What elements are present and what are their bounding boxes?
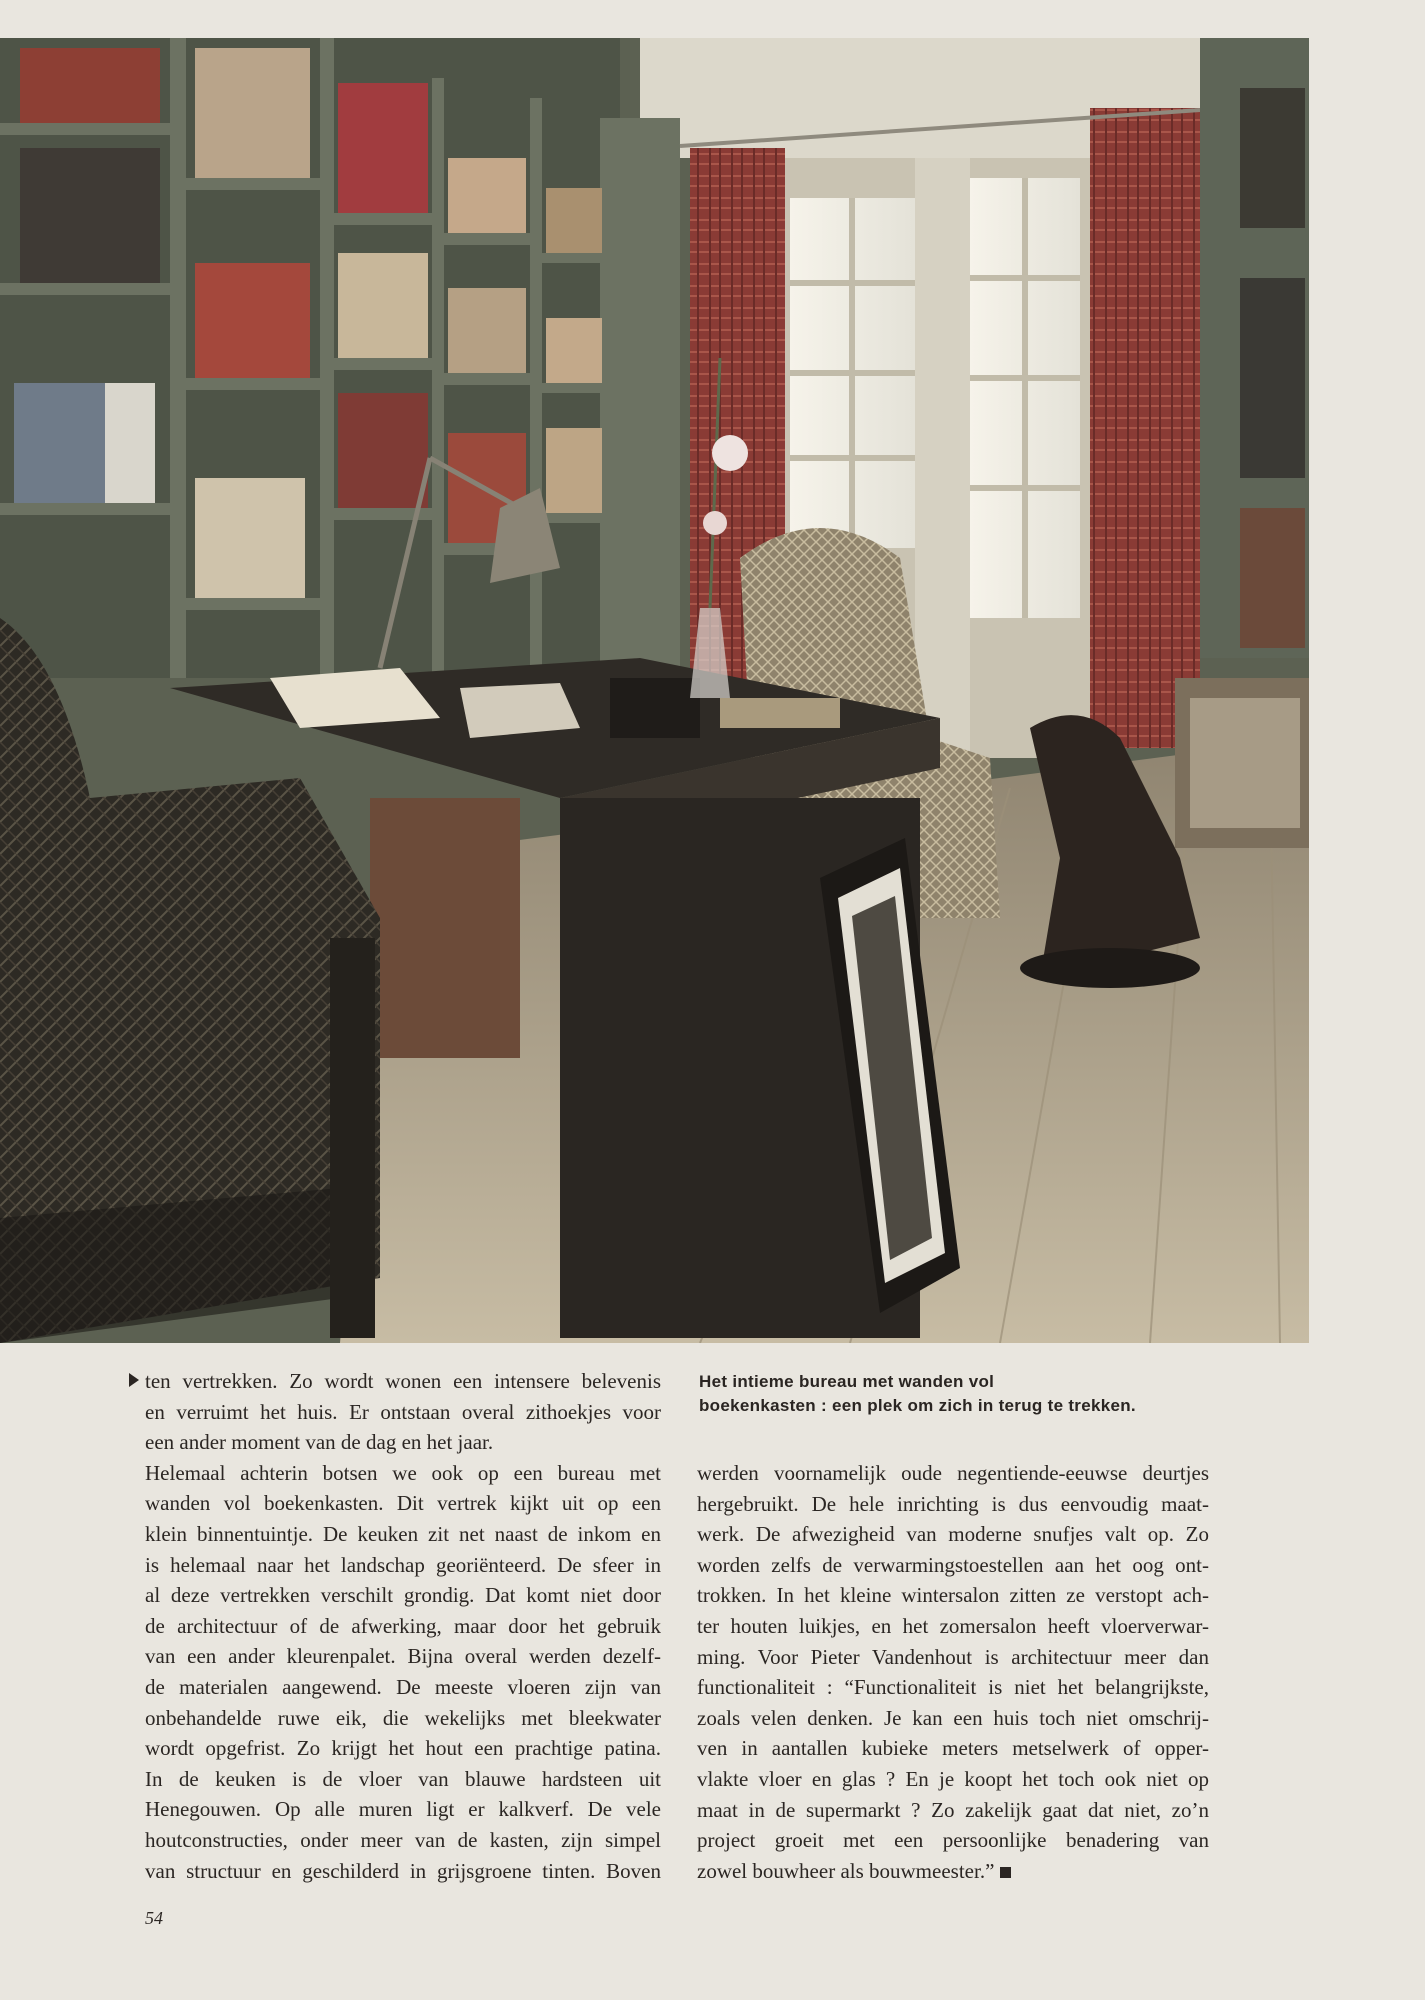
body-line: van structuur en geschilderd in grijsgroene tinten. Boven	[145, 1858, 661, 1883]
body-line: al deze vertrekken verschilt grondig. Dat komt niet door	[145, 1583, 661, 1608]
continuation-arrow-icon	[129, 1373, 139, 1387]
body-line: de materialen aangewend. De meeste vloeren zijn van	[145, 1674, 661, 1699]
body-text-right-column	[697, 1458, 1209, 1886]
body-line: project groeit met een persoonlijke benadering van	[697, 1828, 1209, 1853]
body-line: van een ander kleurenpalet. Bijna overal werden dezelf-	[145, 1644, 661, 1669]
body-line: zoals velen denken. Je kan een huis toch niet omschrij-	[697, 1705, 1209, 1730]
body-line: een ander moment van de dag en het jaar.	[145, 1430, 494, 1455]
body-line: klein binnentuintje. De keuken zit net naast de inkom en	[145, 1521, 661, 1546]
body-text-left-column	[145, 1366, 661, 1886]
body-line: werk. De afwezigheid van moderne snufjes valt op. Zo	[697, 1522, 1209, 1547]
page-number: 54	[145, 1908, 163, 1928]
body-line: wanden vol boekenkasten. Dit vertrek kijkt uit op een	[145, 1491, 661, 1516]
caption-line-2: boekenkasten : een plek om zich in terug te trekken.	[699, 1396, 1136, 1415]
interior-photo	[0, 38, 1309, 1343]
body-line: functionaliteit : “Functionaliteit is niet het belangrijkste,	[697, 1675, 1209, 1700]
body-line: Helemaal achterin botsen we ook op een bureau met	[145, 1460, 661, 1485]
body-line: hergebruikt. De hele inrichting is dus eenvoudig maat-	[697, 1491, 1209, 1516]
photo-caption	[699, 1370, 1219, 1418]
body-line: trokken. In het kleine wintersalon zitten ze verstopt ach-	[697, 1583, 1209, 1608]
end-of-article-mark-icon	[1000, 1867, 1011, 1878]
body-line: onbehandelde ruwe eik, die wekelijks met bleekwater	[145, 1705, 661, 1730]
body-line: Henegouwen. Op alle muren ligt er kalkverf. De vele	[145, 1797, 661, 1822]
body-line: ten vertrekken. Zo wordt wonen een intensere belevenis	[145, 1366, 661, 1397]
body-line: houtconstructies, onder meer van de kasten, zijn simpel	[145, 1827, 661, 1852]
body-line: de architectuur of de afwerking, maar door het gebruik	[145, 1613, 661, 1638]
body-line: vlakte vloer en glas ? En je koopt het toch ook niet op	[697, 1766, 1209, 1791]
body-line: worden zelfs de verwarmingstoestellen aan het oog ont-	[697, 1552, 1209, 1577]
body-line: ming. Voor Pieter Vandenhout is architectuur meer dan	[697, 1644, 1209, 1669]
study-room-illustration	[0, 38, 1309, 1343]
body-line: zowel bouwheer als bouwmeester.”	[697, 1856, 1209, 1887]
caption-line-1: Het intieme bureau met wanden vol	[699, 1372, 995, 1391]
body-line: maat in de supermarkt ? Zo zakelijk gaat dat niet, zo’n	[697, 1797, 1209, 1822]
body-line: wordt opgefrist. Zo krijgt het hout een prachtige patina.	[145, 1736, 661, 1761]
body-line: werden voornamelijk oude negentiende-eeuwse deurtjes	[697, 1461, 1209, 1485]
body-line: ter houten luikjes, en het zomersalon heeft vloerverwar-	[697, 1613, 1209, 1638]
body-line: en verruimt het huis. Er ontstaan overal zithoekjes voor	[145, 1399, 661, 1424]
body-line: is helemaal naar het landschap georiënteerd. De sfeer in	[145, 1552, 661, 1577]
body-line: In de keuken is de vloer van blauwe hardsteen uit	[145, 1766, 661, 1791]
body-line: ven in aantallen kubieke meters metselwerk of opper-	[697, 1736, 1209, 1761]
